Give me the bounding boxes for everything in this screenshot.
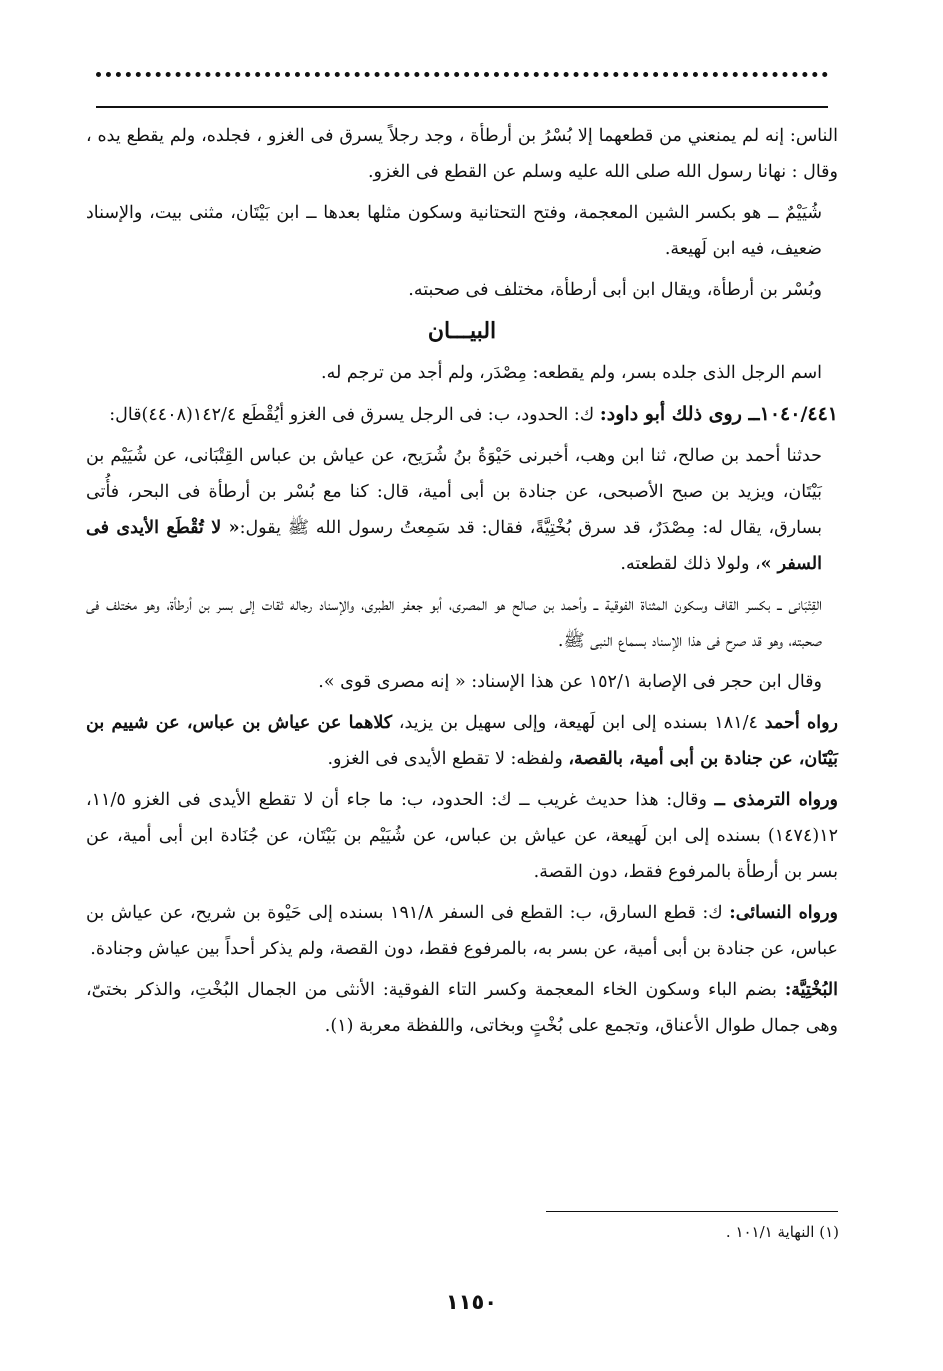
header-rule bbox=[96, 106, 828, 108]
paragraph-8: وقال ابن حجر فى الإصابة ١٥٢/١ عن هذا الإسناد: « إنه مصرى قوى ». bbox=[318, 672, 822, 692]
paragraph-7: القِتْبَانى ــ بكسر القاف وسكون المثناة الفوقية ــ وأحمد بن صالح هو المصرى، أبو جعفر الطبرى، والإسناد رجاله ثقات إلى بسر بن أرطأة، وهو مختلف فى صحبته، وهو قد صرح فى هذا الإسناد بسماع النبى ﷺ. bbox=[86, 595, 822, 651]
footnote-rule bbox=[546, 1211, 838, 1212]
paragraph-5 bbox=[86, 396, 838, 433]
dotted-separator bbox=[96, 72, 828, 77]
paragraph-4: اسم الرجل الذى جلده بسر، ولم يقطعه: مِصْدَر، ولم أجد من ترجم له. bbox=[321, 363, 822, 383]
paragraph-10-text: وقال: هذا حديث غريب ــ ك: الحدود، ب: ما جاء أن لا تقطع الأيدى فى الغزو ١١/٥، ١٢(١٤٧٤) بسنده إلى ابن لَهيعة، عن عياش بن عباس، عن شُيَيْم بن بَيْتَان، عن جُنَادة ابن أبى أمية، عن بسر بن أرطأة بالمرفوع فقط، دون القصة. bbox=[86, 790, 838, 882]
paragraph-1: الناس: إنه لم يمنعني من قطعهما إلا بُسْرُ بن أرطأة ، وجد رجلاً يسرق فى الغزو ، فجلده، ولم يقطع يده ، وقال : نهانا رسول الله صلى الله عليه وسلم عن القطع فى الغزو. bbox=[86, 126, 838, 182]
paragraph-9-text: ١٨١/٤ بسنده إلى ابن لَهيعة، وإلى سهيل بن يزيد، bbox=[392, 713, 765, 733]
narrator-tirmidhi: ورواه الترمذى ــ bbox=[714, 790, 838, 810]
paragraph-9-end: ولفظه: لا تقطع الأيدى فى الغزو. bbox=[327, 749, 569, 769]
paragraph-3: وبُسْر بن أرطأة، ويقال ابن أبى أرطأة، مختلف فى صحبته. bbox=[408, 280, 822, 300]
isnad-text: حدثنا أحمد بن صالح، ثنا ابن وهب، أخبرنى حَيْوَةُ بنُ شُرَيح، عن عياش بن عباس القِتْبَانى، عن شُيَيْم بن بَيْتَان، ويزيد بن صبح الأصبحى، عن جنادة بن أبى أمية، قال: كنا مع بُسْر بن أرطأة فى البحر، فأُتى بسارق، يقال له: مِصْدَرٌ، قد سرق بُخْتِيَّةً، فقال: قد سَمِعتُ رسول الله ﷺ يقول: bbox=[86, 446, 822, 538]
hadith-quote: « لا تُقْطَع الأيدى فى السفر » bbox=[86, 518, 822, 574]
paragraph-10 bbox=[86, 782, 838, 890]
footnote: (١) النهاية ١٠١/١ . bbox=[725, 1223, 839, 1241]
term-bukhtiyya: البُخْتِيَّة: bbox=[784, 980, 838, 1000]
paragraph-11-text: ك: قطع السارق، ب: القطع فى السفر ١٩١/٨ بسنده إلى حَيْوة بن شريح، عن عياش بن عباس، عن جنادة بن أبى أمية، عن بسر به، بالمرفوع فقط، دون القصة، ولم يذكر أحداً بين عياش وجنادة. bbox=[86, 903, 838, 959]
hadith-number-title: ١٠٤٠/٤٤١ــ روى ذلك أبو داود: bbox=[599, 403, 838, 425]
page-body bbox=[86, 118, 838, 1049]
paragraph-9 bbox=[86, 705, 838, 777]
paragraph-2: شُيَيْمٌ ــ هو بكسر الشين المعجمة، وفتح التحتانية وسكون مثلها بعدها ــ ابن بَيْتَان، مثنى بيت، والإسناد ضعيف، فيه ابن لَهيعة. bbox=[86, 203, 822, 259]
section-heading: البيـــان bbox=[427, 318, 497, 344]
hadith-source: ك: الحدود، ب: فى الرجل يسرق فى الغزو أيُقْطَع ١٤٢/٤(٤٤٠٨)قال: bbox=[109, 405, 600, 425]
narrator-nasai: ورواه النسائى: bbox=[729, 903, 839, 923]
paragraph-12 bbox=[86, 972, 838, 1044]
paragraph-12-text: بضم الباء وسكون الخاء المعجمة وكسر التاء الفوقية: الأنثى من الجمال البُخْتِ، والذكر بختىّ، وهى جمال طوال الأعناق، وتجمع على بُخْتٍ وبخاتى، واللفظة معربة (١). bbox=[86, 980, 838, 1036]
paragraph-9-bold: كلاهما عن عياش بن عباس، عن شييم بن بَيْتَان، عن جنادة بن أبى أمية، بالقصة، bbox=[86, 713, 838, 769]
isnad-end: ، ولولا ذلك لقطعته. bbox=[620, 554, 761, 574]
page-number: ١١٥٠ bbox=[445, 1290, 498, 1314]
narrator-ahmad: رواه أحمد bbox=[764, 713, 838, 733]
paragraph-11 bbox=[86, 895, 838, 967]
paragraph-6 bbox=[86, 438, 838, 582]
